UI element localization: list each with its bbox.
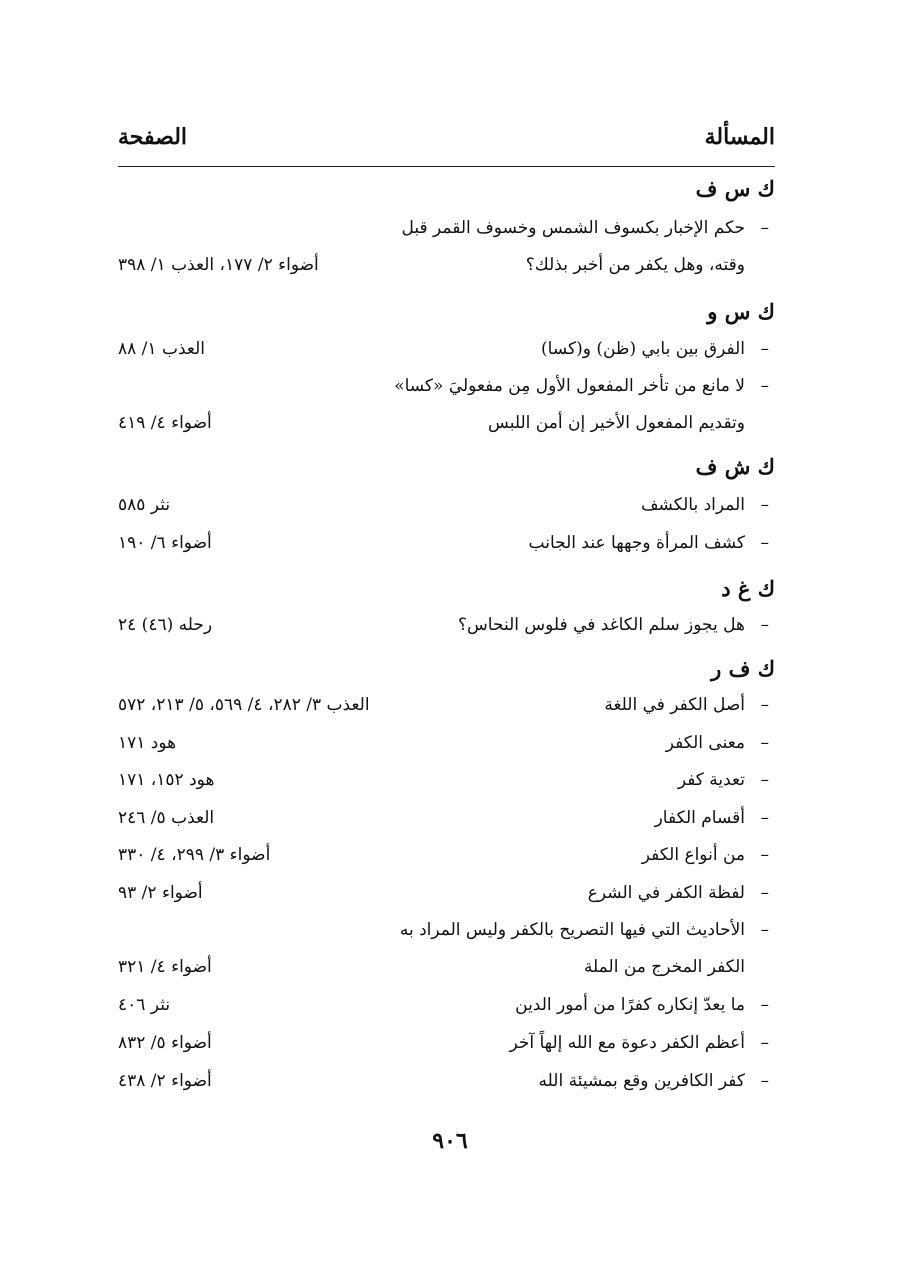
index-entry-line	[118, 1071, 775, 1105]
index-entry-line	[118, 218, 775, 252]
entry-bullet: –	[760, 1033, 769, 1053]
index-entry-line	[118, 533, 775, 567]
root-heading: ك ف ر	[711, 656, 775, 681]
entry-reference: أضواء ٢/ ٤٣٨	[118, 1071, 212, 1091]
entry-topic: أقسام الكفار	[654, 808, 745, 828]
entry-bullet: –	[760, 883, 769, 903]
root-heading: ك س ف	[695, 176, 775, 201]
entry-bullet: –	[760, 695, 769, 715]
entry-topic: كفر الكافرين وقع بمشيئة الله	[538, 1071, 745, 1091]
entry-topic: المراد بالكشف	[640, 495, 745, 515]
entry-bullet: –	[760, 218, 769, 238]
column-header	[118, 122, 775, 167]
index-entry-line	[118, 615, 775, 649]
entry-reference: رحله (٤٦) ٢٤	[118, 615, 213, 635]
entry-reference: أضواء ٣/ ٢٩٩، ٤/ ٣٣٠	[118, 845, 271, 865]
entry-topic: لا مانع من تأخر المفعول الأول مِن مفعوليَ «كسا»	[394, 376, 745, 396]
entry-topic: أصل الكفر في اللغة	[604, 695, 745, 715]
index-entry-line	[118, 695, 775, 729]
index-entry-line	[118, 339, 775, 373]
entry-bullet: –	[760, 920, 769, 940]
entry-topic: حكم الإخبار بكسوف الشمس وخسوف القمر قبل	[401, 218, 745, 238]
entry-bullet: –	[760, 845, 769, 865]
root-heading: ك ش ف	[695, 454, 775, 479]
entry-reference: نثر ٥٨٥	[118, 495, 171, 515]
entry-reference: هود ١٧١	[118, 733, 177, 753]
entry-topic: الفرق بين بابي (ظن) و(كسا)	[541, 339, 745, 359]
entry-reference: أضواء ٤/ ٤١٩	[118, 413, 212, 433]
index-entry-line	[118, 883, 775, 917]
entry-reference: أضواء ٢/ ٩٣	[118, 883, 203, 903]
index-entry-line	[118, 957, 775, 991]
index-entry-line	[118, 808, 775, 842]
index-entry-line	[118, 413, 775, 447]
entry-topic: ما يعدّ إنكاره كفرًا من أمور الدين	[515, 995, 745, 1015]
entry-reference: هود ١٥٢، ١٧١	[118, 770, 215, 790]
entry-topic: هل يجوز سلم الكاغد في فلوس النحاس؟	[458, 615, 745, 635]
issue-column-title: المسألة	[704, 124, 775, 150]
entry-bullet: –	[760, 339, 769, 359]
entry-reference: أضواء ٦/ ١٩٠	[118, 533, 212, 553]
entry-bullet: –	[760, 733, 769, 753]
entry-reference: العذب ١/ ٨٨	[118, 339, 205, 359]
index-entry-line	[118, 770, 775, 804]
entry-topic: لفظة الكفر في الشرع	[587, 883, 745, 903]
page-number: ٩٠٦	[432, 1128, 468, 1154]
entry-reference: العذب ٣/ ٢٨٢، ٤/ ٥٦٩، ٥/ ٢١٣، ٥٧٢	[118, 695, 370, 715]
index-entry-line	[118, 733, 775, 767]
root-heading: ك غ د	[721, 576, 775, 601]
entry-bullet: –	[760, 495, 769, 515]
entry-topic: تعدية كفر	[677, 770, 745, 790]
entry-topic: كشف المرأة وجهها عند الجانب	[528, 533, 745, 553]
entry-bullet: –	[760, 376, 769, 396]
root-heading: ك س و	[707, 299, 775, 324]
index-entry-line	[118, 845, 775, 879]
entry-reference: نثر ٤٠٦	[118, 995, 171, 1015]
entry-topic: من أنواع الكفر	[641, 845, 745, 865]
entry-bullet: –	[760, 808, 769, 828]
index-entry-line	[118, 920, 775, 954]
entry-bullet: –	[760, 615, 769, 635]
entry-topic: معنى الكفر	[665, 733, 745, 753]
entry-reference: العذب ٥/ ٢٤٦	[118, 808, 215, 828]
entry-topic: أعظم الكفر دعوة مع الله إلهاً آخر	[509, 1033, 745, 1053]
entry-topic-continued: الكفر المخرج من الملة	[583, 957, 745, 977]
index-entry-line	[118, 1033, 775, 1067]
entry-topic-continued: وقته، وهل يكفر من أخبر بذلك؟	[525, 255, 745, 275]
index-entry-line	[118, 495, 775, 529]
page-column-title: الصفحة	[118, 124, 188, 150]
index-entry-line	[118, 376, 775, 410]
entry-reference: أضواء ٢/ ١٧٧، العذب ١/ ٣٩٨	[118, 255, 319, 275]
entry-bullet: –	[760, 995, 769, 1015]
entry-reference: أضواء ٥/ ٨٣٢	[118, 1033, 212, 1053]
entry-bullet: –	[760, 770, 769, 790]
entry-topic: الأحاديث التي فيها التصريح بالكفر وليس المراد به	[399, 920, 745, 940]
index-entry-line	[118, 255, 775, 289]
entry-topic-continued: وتقديم المفعول الأخير إن أمن اللبس	[488, 413, 745, 433]
entry-reference: أضواء ٤/ ٣٢١	[118, 957, 212, 977]
entry-bullet: –	[760, 533, 769, 553]
index-entry-line	[118, 995, 775, 1029]
entry-bullet: –	[760, 1071, 769, 1091]
